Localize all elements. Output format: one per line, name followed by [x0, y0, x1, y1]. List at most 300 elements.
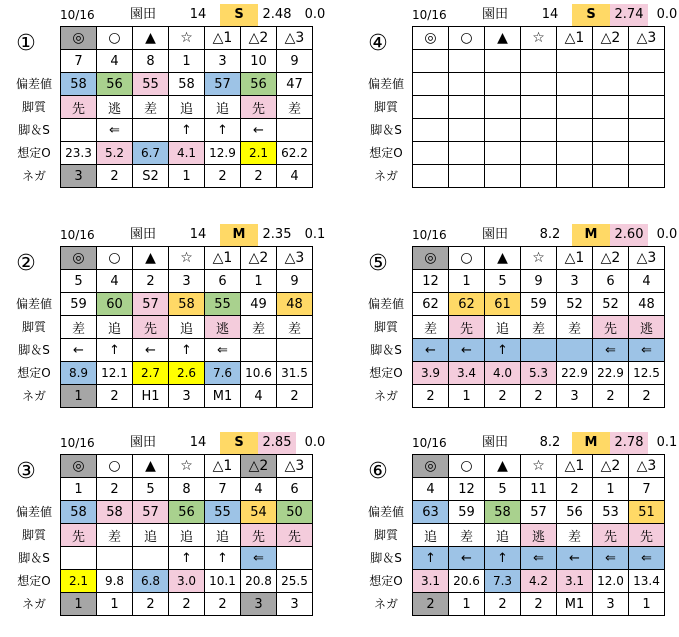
leg-speed-cell — [557, 339, 593, 362]
odds-cell: 2.7 — [133, 362, 169, 385]
mark-cell: ◎ — [413, 455, 449, 478]
negative-label: ネガ — [373, 389, 398, 403]
leg-speed-label: 脚＆S — [18, 123, 50, 137]
leg-speed-label: 脚＆S — [18, 343, 50, 357]
horse-number-cell: 5 — [133, 478, 169, 501]
deviation-label: 偏差値 — [15, 77, 52, 91]
race-table — [412, 26, 665, 188]
negative-cell — [449, 165, 485, 188]
negative-cell: 1 — [97, 593, 133, 616]
horse-number-cell — [521, 50, 557, 73]
running-style-cell: 逃 — [629, 316, 665, 339]
deviation-cell: 52 — [557, 293, 593, 316]
negative-cell — [413, 165, 449, 188]
distance-value: 14 — [189, 7, 207, 22]
running-style-cell: 差 — [133, 96, 169, 119]
horse-number-cell: 8 — [133, 50, 169, 73]
deviation-label: 偏差値 — [367, 505, 404, 519]
odds-cell: 3.1 — [557, 570, 593, 593]
race-panel — [360, 220, 678, 420]
deviation-label: 偏差値 — [367, 297, 404, 311]
running-style-cell — [593, 96, 629, 119]
race-header — [412, 4, 678, 26]
leg-speed-row — [61, 339, 313, 362]
horse-number-cell: 7 — [205, 478, 241, 501]
negative-row — [61, 165, 313, 188]
horse-number-cell: 1 — [61, 478, 97, 501]
mark-cell: ▲ — [485, 455, 521, 478]
mark-cell: ☆ — [169, 27, 205, 50]
horse-number-cell: 4 — [97, 270, 133, 293]
grade-badge: S — [220, 432, 258, 454]
running-style-cell: 差 — [61, 316, 97, 339]
odds-label: 想定O — [369, 366, 403, 380]
mark-cell: △1 — [205, 455, 241, 478]
running-style-row — [413, 96, 665, 119]
index-value: 2.85 — [258, 432, 296, 454]
horse-number-row — [413, 270, 665, 293]
index-value: 2.35 — [262, 227, 292, 242]
leg-speed-cell: ↑ — [413, 547, 449, 570]
horse-number-cell: 4 — [413, 478, 449, 501]
negative-label: ネガ — [373, 597, 398, 611]
negative-cell: 2 — [629, 385, 665, 408]
mark-cell: ▲ — [133, 27, 169, 50]
horse-number-cell: 4 — [629, 270, 665, 293]
grade-badge: S — [220, 4, 258, 26]
venue-name: 園田 — [481, 227, 508, 242]
running-style-cell: 逃 — [205, 316, 241, 339]
race-table — [412, 246, 665, 408]
horse-number-row — [413, 478, 665, 501]
mark-cell: △2 — [593, 247, 629, 270]
odds-cell — [557, 142, 593, 165]
negative-label: ネガ — [373, 169, 398, 183]
running-style-cell: 先 — [241, 524, 277, 547]
horse-number-cell: 5 — [485, 270, 521, 293]
mark-cell: ◎ — [61, 27, 97, 50]
negative-row — [413, 593, 665, 616]
negative-cell — [557, 165, 593, 188]
leg-speed-cell — [485, 119, 521, 142]
race-panel — [8, 220, 326, 420]
deviation-cell: 56 — [169, 501, 205, 524]
leg-speed-cell — [449, 119, 485, 142]
leg-speed-cell — [521, 119, 557, 142]
deviation-label: 偏差値 — [15, 297, 52, 311]
running-style-label: 脚質 — [373, 100, 398, 114]
mark-cell: ☆ — [521, 247, 557, 270]
deviation-cell: 55 — [133, 73, 169, 96]
index-value: 2.74 — [610, 4, 648, 26]
mark-cell: △1 — [557, 27, 593, 50]
diff-value: 0.0 — [304, 7, 326, 22]
running-style-cell: 追 — [169, 316, 205, 339]
leg-speed-cell: ⇐ — [593, 547, 629, 570]
deviation-cell: 47 — [277, 73, 313, 96]
running-style-label: 脚質 — [21, 528, 46, 542]
horse-number-cell: 2 — [557, 478, 593, 501]
negative-cell — [629, 165, 665, 188]
race-date: 10/16 — [412, 436, 447, 450]
horse-number-cell: 1 — [169, 50, 205, 73]
deviation-cell: 56 — [97, 73, 133, 96]
negative-cell: 1 — [61, 385, 97, 408]
running-style-row — [413, 316, 665, 339]
race-header — [412, 224, 678, 246]
running-style-cell: 先 — [241, 96, 277, 119]
deviation-cell — [413, 73, 449, 96]
odds-cell: 6.8 — [133, 570, 169, 593]
horse-number-cell: 8 — [169, 478, 205, 501]
negative-cell: 1 — [449, 385, 485, 408]
deviation-cell: 51 — [629, 501, 665, 524]
deviation-cell: 53 — [593, 501, 629, 524]
running-style-label: 脚質 — [373, 528, 398, 542]
horse-number-cell: 11 — [521, 478, 557, 501]
negative-cell: 1 — [169, 165, 205, 188]
running-style-cell — [521, 96, 557, 119]
leg-speed-cell — [413, 119, 449, 142]
race-date: 10/16 — [60, 8, 95, 22]
odds-cell: 7.6 — [205, 362, 241, 385]
negative-cell: 2 — [133, 593, 169, 616]
running-style-row — [61, 316, 313, 339]
mark-cell: ▲ — [133, 247, 169, 270]
race-number: ② — [16, 251, 36, 276]
negative-cell: M1 — [205, 385, 241, 408]
running-style-cell: 追 — [205, 96, 241, 119]
distance-value: 14 — [541, 7, 559, 22]
diff-value: 0.1 — [656, 435, 678, 450]
odds-cell: 4.0 — [485, 362, 521, 385]
negative-cell: 2 — [413, 593, 449, 616]
mark-row — [61, 27, 313, 50]
mark-cell: △1 — [205, 27, 241, 50]
race-table — [60, 454, 313, 616]
odds-cell: 3.9 — [413, 362, 449, 385]
diff-value: 0.0 — [304, 435, 326, 450]
deviation-cell: 57 — [205, 73, 241, 96]
horse-number-row — [61, 270, 313, 293]
race-panel — [360, 0, 678, 200]
running-style-row — [413, 524, 665, 547]
odds-cell: 13.4 — [629, 570, 665, 593]
running-style-cell: 先 — [61, 524, 97, 547]
negative-label: ネガ — [21, 169, 46, 183]
leg-speed-row — [413, 547, 665, 570]
odds-cell: 6.7 — [133, 142, 169, 165]
running-style-row — [61, 96, 313, 119]
running-style-cell — [557, 96, 593, 119]
deviation-cell: 59 — [521, 293, 557, 316]
leg-speed-cell — [277, 119, 313, 142]
running-style-cell — [629, 96, 665, 119]
race-header — [60, 432, 326, 454]
leg-speed-cell: ↑ — [97, 339, 133, 362]
diff-value: 0.1 — [304, 227, 326, 242]
negative-cell: 2 — [593, 385, 629, 408]
negative-cell: 3 — [61, 165, 97, 188]
deviation-cell: 48 — [277, 293, 313, 316]
negative-cell: 2 — [521, 593, 557, 616]
leg-speed-cell: ⇐ — [205, 339, 241, 362]
venue-name: 園田 — [481, 435, 508, 450]
mark-cell: △3 — [629, 247, 665, 270]
horse-number-cell — [557, 50, 593, 73]
negative-cell: 1 — [449, 593, 485, 616]
distance-value: 14 — [189, 227, 207, 242]
running-style-cell: 逃 — [97, 96, 133, 119]
horse-number-cell: 5 — [485, 478, 521, 501]
running-style-cell: 差 — [521, 316, 557, 339]
running-style-cell: 逃 — [521, 524, 557, 547]
index-value: 2.60 — [610, 224, 648, 246]
mark-cell: ☆ — [169, 247, 205, 270]
negative-cell: M1 — [557, 593, 593, 616]
mark-cell: ○ — [97, 27, 133, 50]
mark-row — [61, 247, 313, 270]
mark-cell: ☆ — [169, 455, 205, 478]
deviation-cell: 62 — [449, 293, 485, 316]
grade-badge: M — [220, 224, 258, 246]
race-date: 10/16 — [412, 8, 447, 22]
horse-number-cell: 4 — [241, 478, 277, 501]
deviation-cell: 48 — [629, 293, 665, 316]
leg-speed-cell — [277, 339, 313, 362]
odds-cell: 3.4 — [449, 362, 485, 385]
mark-cell: △3 — [277, 247, 313, 270]
leg-speed-cell — [241, 339, 277, 362]
odds-cell: 2.1 — [241, 142, 277, 165]
leg-speed-cell: ← — [449, 547, 485, 570]
race-date: 10/16 — [60, 436, 95, 450]
leg-speed-cell: ⇐ — [521, 547, 557, 570]
mark-cell: ◎ — [413, 247, 449, 270]
running-style-cell: 差 — [413, 316, 449, 339]
negative-cell: 3 — [169, 385, 205, 408]
leg-speed-cell — [557, 119, 593, 142]
negative-row — [413, 165, 665, 188]
negative-row — [61, 385, 313, 408]
horse-number-cell — [629, 50, 665, 73]
running-style-label: 脚質 — [373, 320, 398, 334]
negative-cell: 3 — [277, 593, 313, 616]
leg-speed-cell: ⇐ — [629, 547, 665, 570]
horse-number-cell: 12 — [413, 270, 449, 293]
mark-row — [413, 455, 665, 478]
horse-number-cell: 10 — [241, 50, 277, 73]
negative-cell: 1 — [629, 593, 665, 616]
odds-label: 想定O — [369, 574, 403, 588]
leg-speed-cell: ↑ — [169, 547, 205, 570]
odds-row — [413, 570, 665, 593]
odds-cell — [485, 142, 521, 165]
deviation-cell: 55 — [205, 501, 241, 524]
running-style-cell: 追 — [97, 316, 133, 339]
running-style-cell: 差 — [277, 316, 313, 339]
diff-value: 0.0 — [656, 7, 678, 22]
horse-number-cell: 1 — [449, 270, 485, 293]
distance-value: 8.2 — [539, 435, 561, 450]
leg-speed-row — [413, 119, 665, 142]
leg-speed-cell: ← — [413, 339, 449, 362]
running-style-cell: 差 — [557, 524, 593, 547]
mark-cell: △3 — [629, 27, 665, 50]
leg-speed-cell — [61, 119, 97, 142]
deviation-cell — [593, 73, 629, 96]
deviation-row — [61, 501, 313, 524]
leg-speed-label: 脚＆S — [370, 123, 402, 137]
deviation-cell: 59 — [61, 293, 97, 316]
odds-cell: 3.0 — [169, 570, 205, 593]
leg-speed-cell: ↑ — [169, 119, 205, 142]
leg-speed-cell — [97, 547, 133, 570]
odds-label: 想定O — [17, 366, 51, 380]
odds-row — [61, 362, 313, 385]
running-style-cell: 先 — [133, 316, 169, 339]
race-panel — [360, 428, 678, 628]
horse-number-cell: 12 — [449, 478, 485, 501]
leg-speed-cell — [133, 547, 169, 570]
horse-number-cell: 3 — [169, 270, 205, 293]
horse-number-cell: 9 — [521, 270, 557, 293]
running-style-cell — [413, 96, 449, 119]
deviation-cell: 58 — [61, 501, 97, 524]
running-style-label: 脚質 — [21, 100, 46, 114]
odds-cell: 23.3 — [61, 142, 97, 165]
race-number: ⑥ — [368, 459, 388, 484]
mark-cell: △1 — [205, 247, 241, 270]
running-style-cell: 追 — [133, 524, 169, 547]
mark-row — [61, 455, 313, 478]
running-style-cell: 先 — [629, 524, 665, 547]
running-style-cell: 追 — [485, 524, 521, 547]
mark-cell: ○ — [449, 247, 485, 270]
deviation-cell: 56 — [557, 501, 593, 524]
odds-cell: 12.0 — [593, 570, 629, 593]
odds-cell: 25.5 — [277, 570, 313, 593]
odds-cell: 8.9 — [61, 362, 97, 385]
race-header — [412, 432, 678, 454]
horse-number-cell: 6 — [277, 478, 313, 501]
leg-speed-cell — [629, 119, 665, 142]
odds-cell: 10.1 — [205, 570, 241, 593]
deviation-cell: 58 — [169, 293, 205, 316]
horse-number-cell: 3 — [205, 50, 241, 73]
odds-cell: 20.8 — [241, 570, 277, 593]
mark-cell: ◎ — [61, 247, 97, 270]
odds-cell: 2.1 — [61, 570, 97, 593]
deviation-cell — [485, 73, 521, 96]
odds-row — [413, 142, 665, 165]
deviation-cell — [449, 73, 485, 96]
index-value: 2.78 — [610, 432, 648, 454]
leg-speed-cell: ← — [61, 339, 97, 362]
negative-row — [61, 593, 313, 616]
leg-speed-cell: ← — [241, 119, 277, 142]
leg-speed-cell — [593, 119, 629, 142]
running-style-cell: 先 — [449, 316, 485, 339]
leg-speed-cell — [277, 547, 313, 570]
odds-cell — [449, 142, 485, 165]
leg-speed-label: 脚＆S — [370, 551, 402, 565]
deviation-row — [413, 73, 665, 96]
odds-cell: 4.1 — [169, 142, 205, 165]
odds-cell: 22.9 — [557, 362, 593, 385]
leg-speed-row — [413, 339, 665, 362]
running-style-cell — [449, 96, 485, 119]
negative-cell — [593, 165, 629, 188]
leg-speed-cell — [133, 119, 169, 142]
leg-speed-label: 脚＆S — [18, 551, 50, 565]
odds-cell: 2.6 — [169, 362, 205, 385]
race-header — [60, 224, 326, 246]
deviation-label: 偏差値 — [15, 505, 52, 519]
running-style-cell: 追 — [413, 524, 449, 547]
odds-cell: 10.6 — [241, 362, 277, 385]
horse-number-cell: 7 — [629, 478, 665, 501]
mark-cell: ○ — [97, 247, 133, 270]
horse-number-cell — [485, 50, 521, 73]
odds-cell: 3.1 — [413, 570, 449, 593]
running-style-label: 脚質 — [21, 320, 46, 334]
horse-number-row — [413, 50, 665, 73]
horse-number-cell: 1 — [593, 478, 629, 501]
mark-cell: △2 — [241, 455, 277, 478]
odds-row — [61, 142, 313, 165]
leg-speed-cell: ⇐ — [593, 339, 629, 362]
running-style-cell: 追 — [485, 316, 521, 339]
mark-row — [413, 247, 665, 270]
odds-cell: 7.3 — [485, 570, 521, 593]
odds-cell — [593, 142, 629, 165]
leg-speed-cell: ← — [133, 339, 169, 362]
deviation-cell: 58 — [97, 501, 133, 524]
horse-number-cell: 1 — [241, 270, 277, 293]
mark-cell: ◎ — [61, 455, 97, 478]
mark-row — [413, 27, 665, 50]
deviation-cell: 58 — [169, 73, 205, 96]
deviation-cell: 57 — [133, 501, 169, 524]
venue-name: 園田 — [481, 7, 508, 22]
race-table — [60, 26, 313, 188]
leg-speed-cell: ↑ — [205, 119, 241, 142]
odds-cell: 5.2 — [97, 142, 133, 165]
mark-cell: △2 — [241, 247, 277, 270]
mark-cell: ☆ — [521, 455, 557, 478]
deviation-cell: 61 — [485, 293, 521, 316]
deviation-cell: 59 — [449, 501, 485, 524]
leg-speed-cell: ⇐ — [629, 339, 665, 362]
odds-label: 想定O — [17, 146, 51, 160]
horse-number-cell — [593, 50, 629, 73]
running-style-cell: 追 — [205, 524, 241, 547]
venue-name: 園田 — [129, 7, 156, 22]
negative-cell: H1 — [133, 385, 169, 408]
running-style-row — [61, 524, 313, 547]
mark-cell: △1 — [557, 455, 593, 478]
negative-cell: 2 — [485, 385, 521, 408]
negative-cell: 2 — [521, 385, 557, 408]
negative-cell: 2 — [205, 165, 241, 188]
leg-speed-cell: ↑ — [485, 339, 521, 362]
deviation-cell: 62 — [413, 293, 449, 316]
horse-number-cell: 3 — [557, 270, 593, 293]
deviation-cell — [629, 73, 665, 96]
mark-cell: △2 — [241, 27, 277, 50]
grade-badge: S — [572, 4, 610, 26]
